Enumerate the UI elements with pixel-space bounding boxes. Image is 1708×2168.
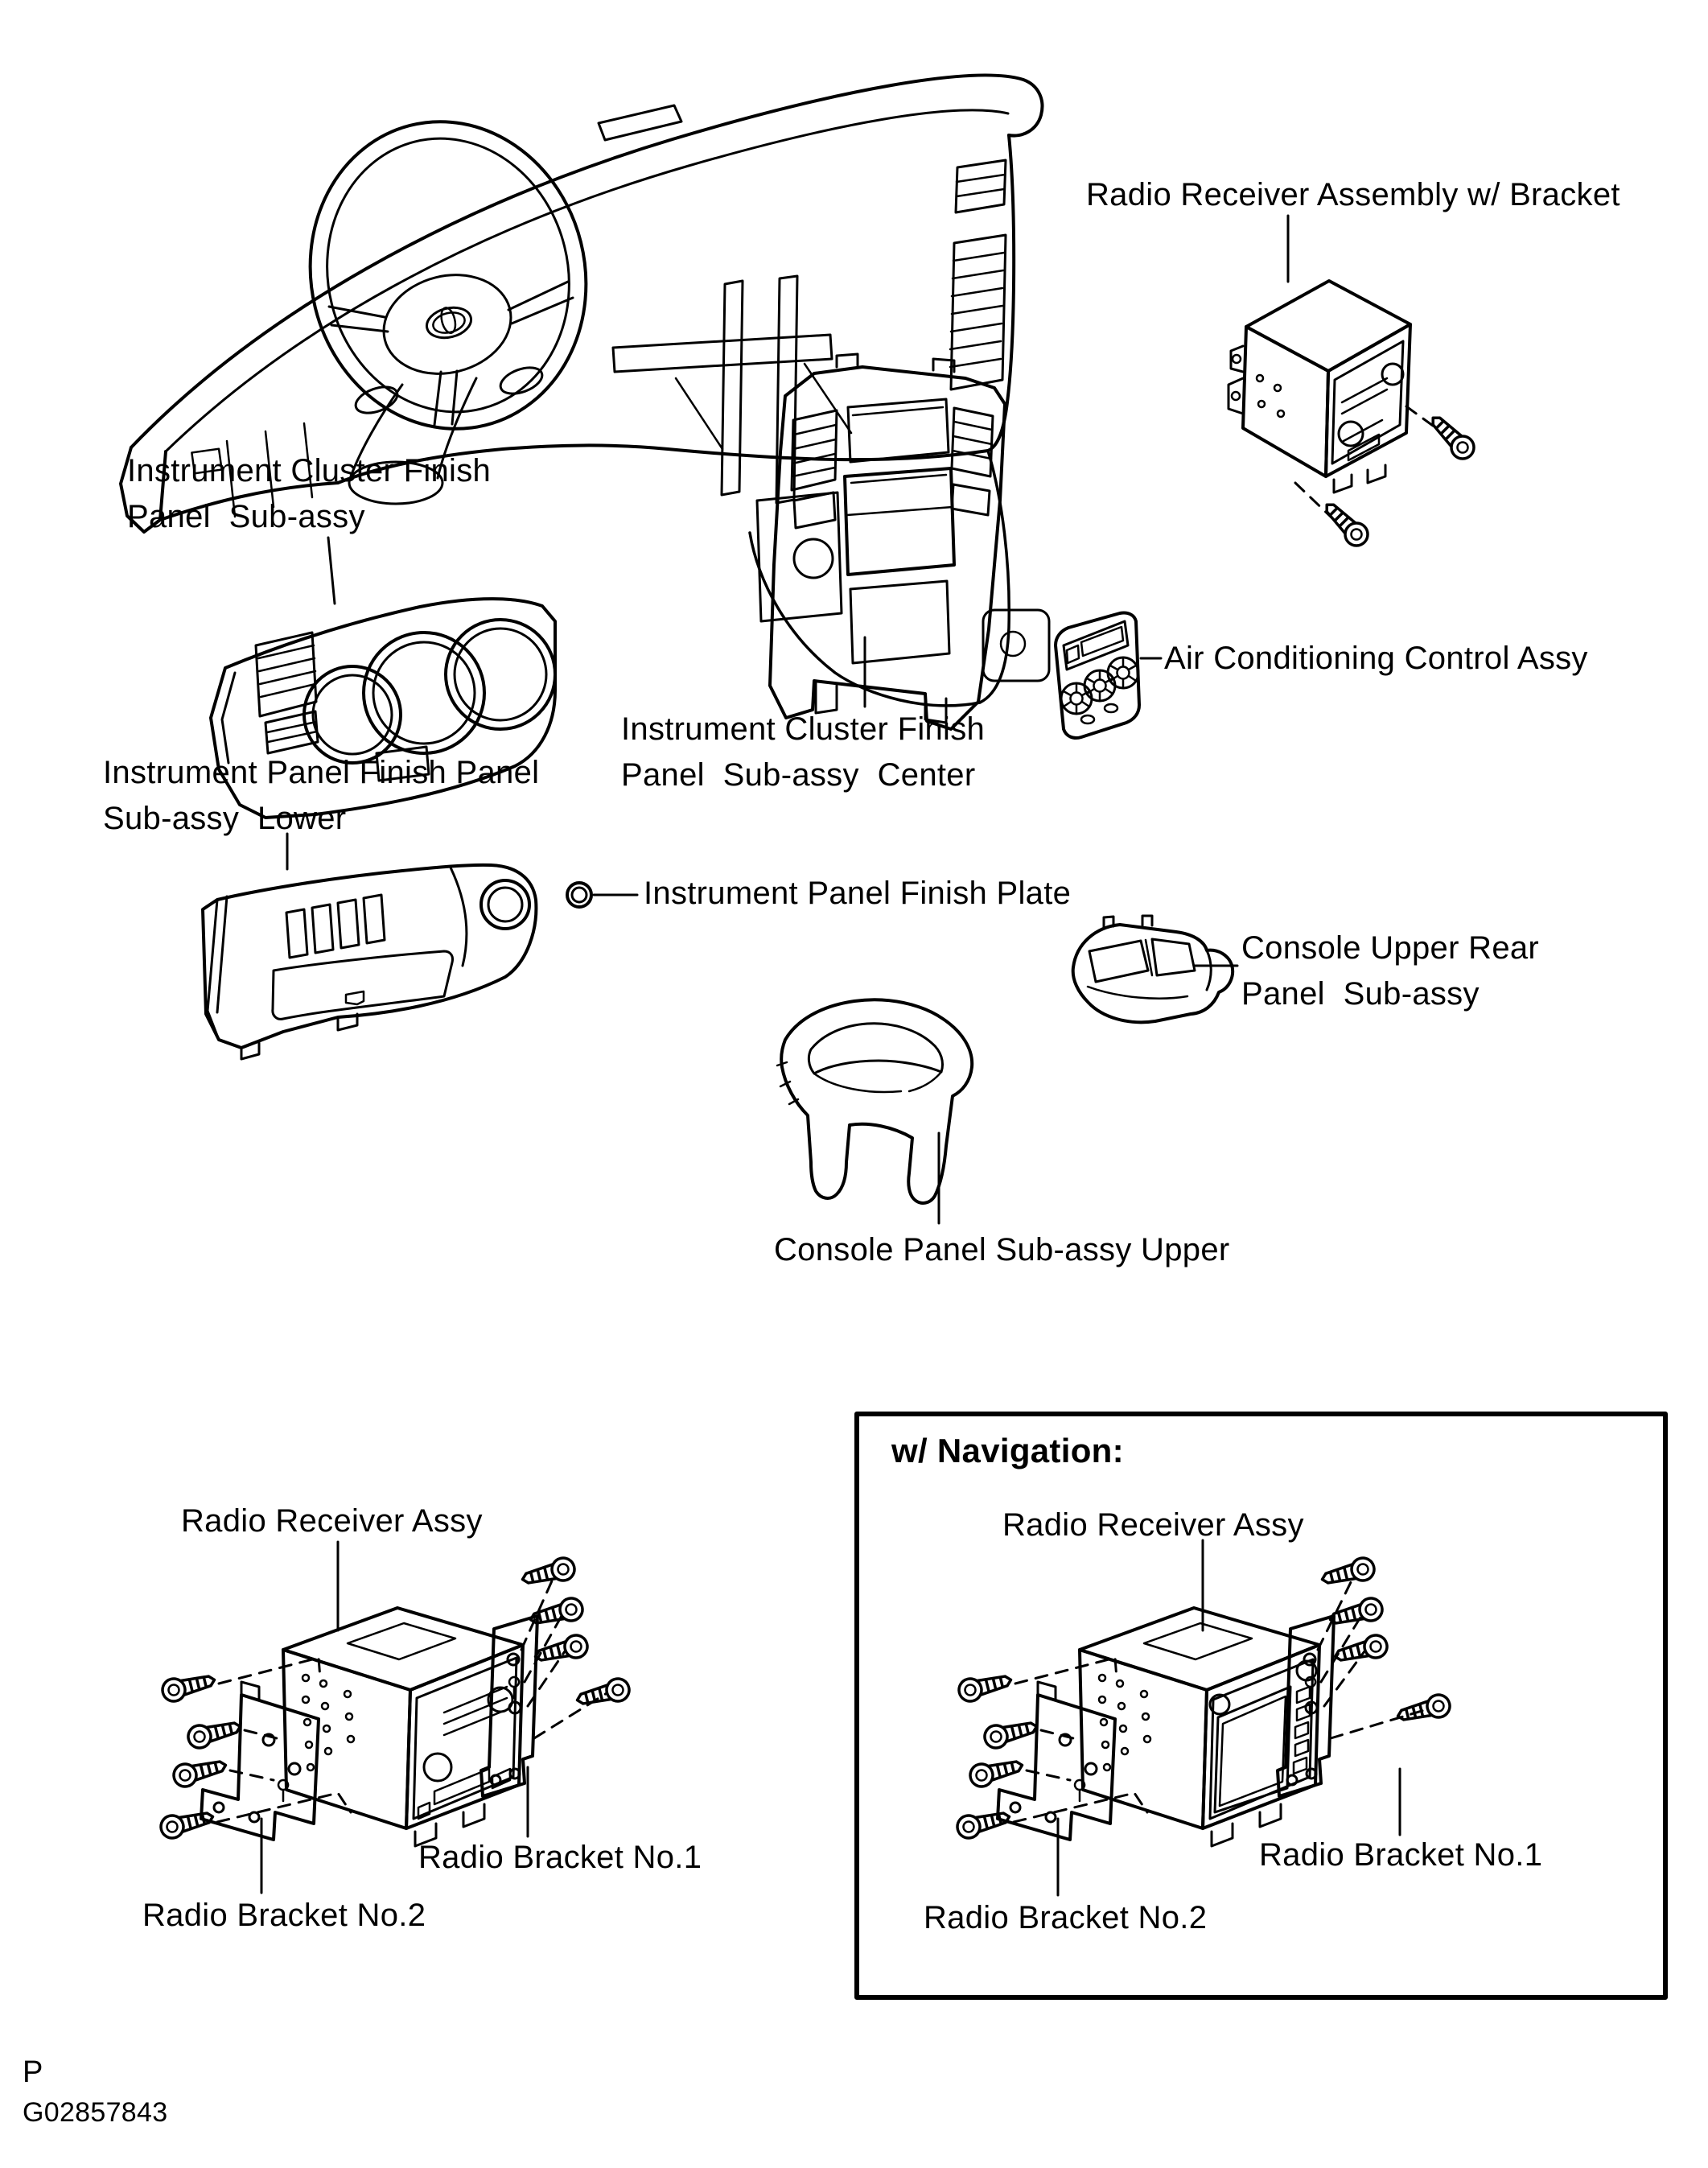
console-upper-rear-panel-label-line2: Panel Sub-assy xyxy=(1241,976,1480,1012)
screw-bolt xyxy=(968,1754,1025,1789)
screw-bolt xyxy=(533,1633,590,1667)
screw-bolt xyxy=(955,1806,1012,1840)
instrument-cluster-finish-panel-center-drawing xyxy=(770,354,1005,729)
radio-receiver-assembly-with-bracket-drawing xyxy=(1229,216,1479,550)
screw-bolt xyxy=(1319,497,1372,550)
console-upper-rear-panel-label-line1: Console Upper Rear xyxy=(1241,930,1540,966)
screw-bolt xyxy=(171,1754,228,1789)
air-conditioning-control-assy-drawing xyxy=(1056,612,1161,737)
instrument-cluster-finish-panel-center-label-line1: Instrument Cluster Finish xyxy=(621,711,986,747)
radio-receiver-assy-label: Radio Receiver Assy xyxy=(181,1503,483,1539)
screw-bolt xyxy=(158,1806,216,1840)
ac-knob xyxy=(1061,683,1092,714)
figure-code: G02857843 xyxy=(23,2097,168,2128)
screw-bolt xyxy=(957,1669,1014,1704)
screw-bolt xyxy=(520,1556,577,1590)
radio-bracket-no2-label: Radio Bracket No.2 xyxy=(142,1898,426,1933)
instrument-cluster-finish-panel-center-label-line2: Panel Sub-assy Center xyxy=(621,757,976,793)
perforations xyxy=(303,1675,354,1770)
navigation-box-title: w/ Navigation: xyxy=(891,1432,1124,1469)
screw-bolt xyxy=(1395,1692,1452,1727)
toyota-emblem-icon xyxy=(423,303,474,342)
screw-bolt xyxy=(160,1669,217,1704)
ac-knob xyxy=(1108,657,1138,688)
radio-receiver-assembly-with-bracket-label: Radio Receiver Assembly w/ Bracket xyxy=(1086,177,1620,212)
page-letter: P xyxy=(23,2055,43,2089)
ac-knob xyxy=(1084,670,1115,701)
dashboard-assembly-drawing xyxy=(121,76,1049,706)
instrument-cluster-finish-panel-label-line2: Panel Sub-assy xyxy=(127,499,365,534)
console-panel-sub-assy-upper-label: Console Panel Sub-assy Upper xyxy=(774,1232,1230,1267)
nav-radio-receiver-assy-label: Radio Receiver Assy xyxy=(1002,1507,1304,1543)
air-conditioning-control-assy-label: Air Conditioning Control Assy xyxy=(1164,641,1588,676)
perforations xyxy=(1099,1675,1150,1770)
screw-bolt xyxy=(1332,1633,1389,1667)
console-upper-rear-panel-drawing xyxy=(1073,916,1237,1022)
screw-bolt xyxy=(574,1676,632,1711)
instrument-panel-finish-panel-lower-label-line1: Instrument Panel Finish Panel xyxy=(103,755,540,790)
instrument-panel-finish-panel-lower-label-line2: Sub-assy Lower xyxy=(103,801,347,836)
screw-bolt xyxy=(1319,1556,1377,1590)
nav-radio-bracket-no1-label: Radio Bracket No.1 xyxy=(1259,1837,1543,1873)
instrument-panel-finish-panel-lower-drawing xyxy=(203,834,536,1059)
screw-bolt xyxy=(186,1716,243,1750)
leader-line xyxy=(328,538,335,604)
console-panel-sub-assy-upper-drawing xyxy=(777,1000,972,1223)
instrument-panel-finish-plate-drawing xyxy=(567,883,637,907)
instrument-panel-finish-plate-label: Instrument Panel Finish Plate xyxy=(644,876,1072,911)
screw-bolt xyxy=(1425,410,1478,463)
screw-bolt xyxy=(982,1716,1039,1750)
radio-bracket-no1-label: Radio Bracket No.1 xyxy=(418,1840,702,1875)
instrument-cluster-finish-panel-label-line1: Instrument Cluster Finish xyxy=(127,453,492,488)
nav-radio-bracket-no2-label: Radio Bracket No.2 xyxy=(924,1900,1208,1935)
steering-wheel xyxy=(278,93,619,504)
